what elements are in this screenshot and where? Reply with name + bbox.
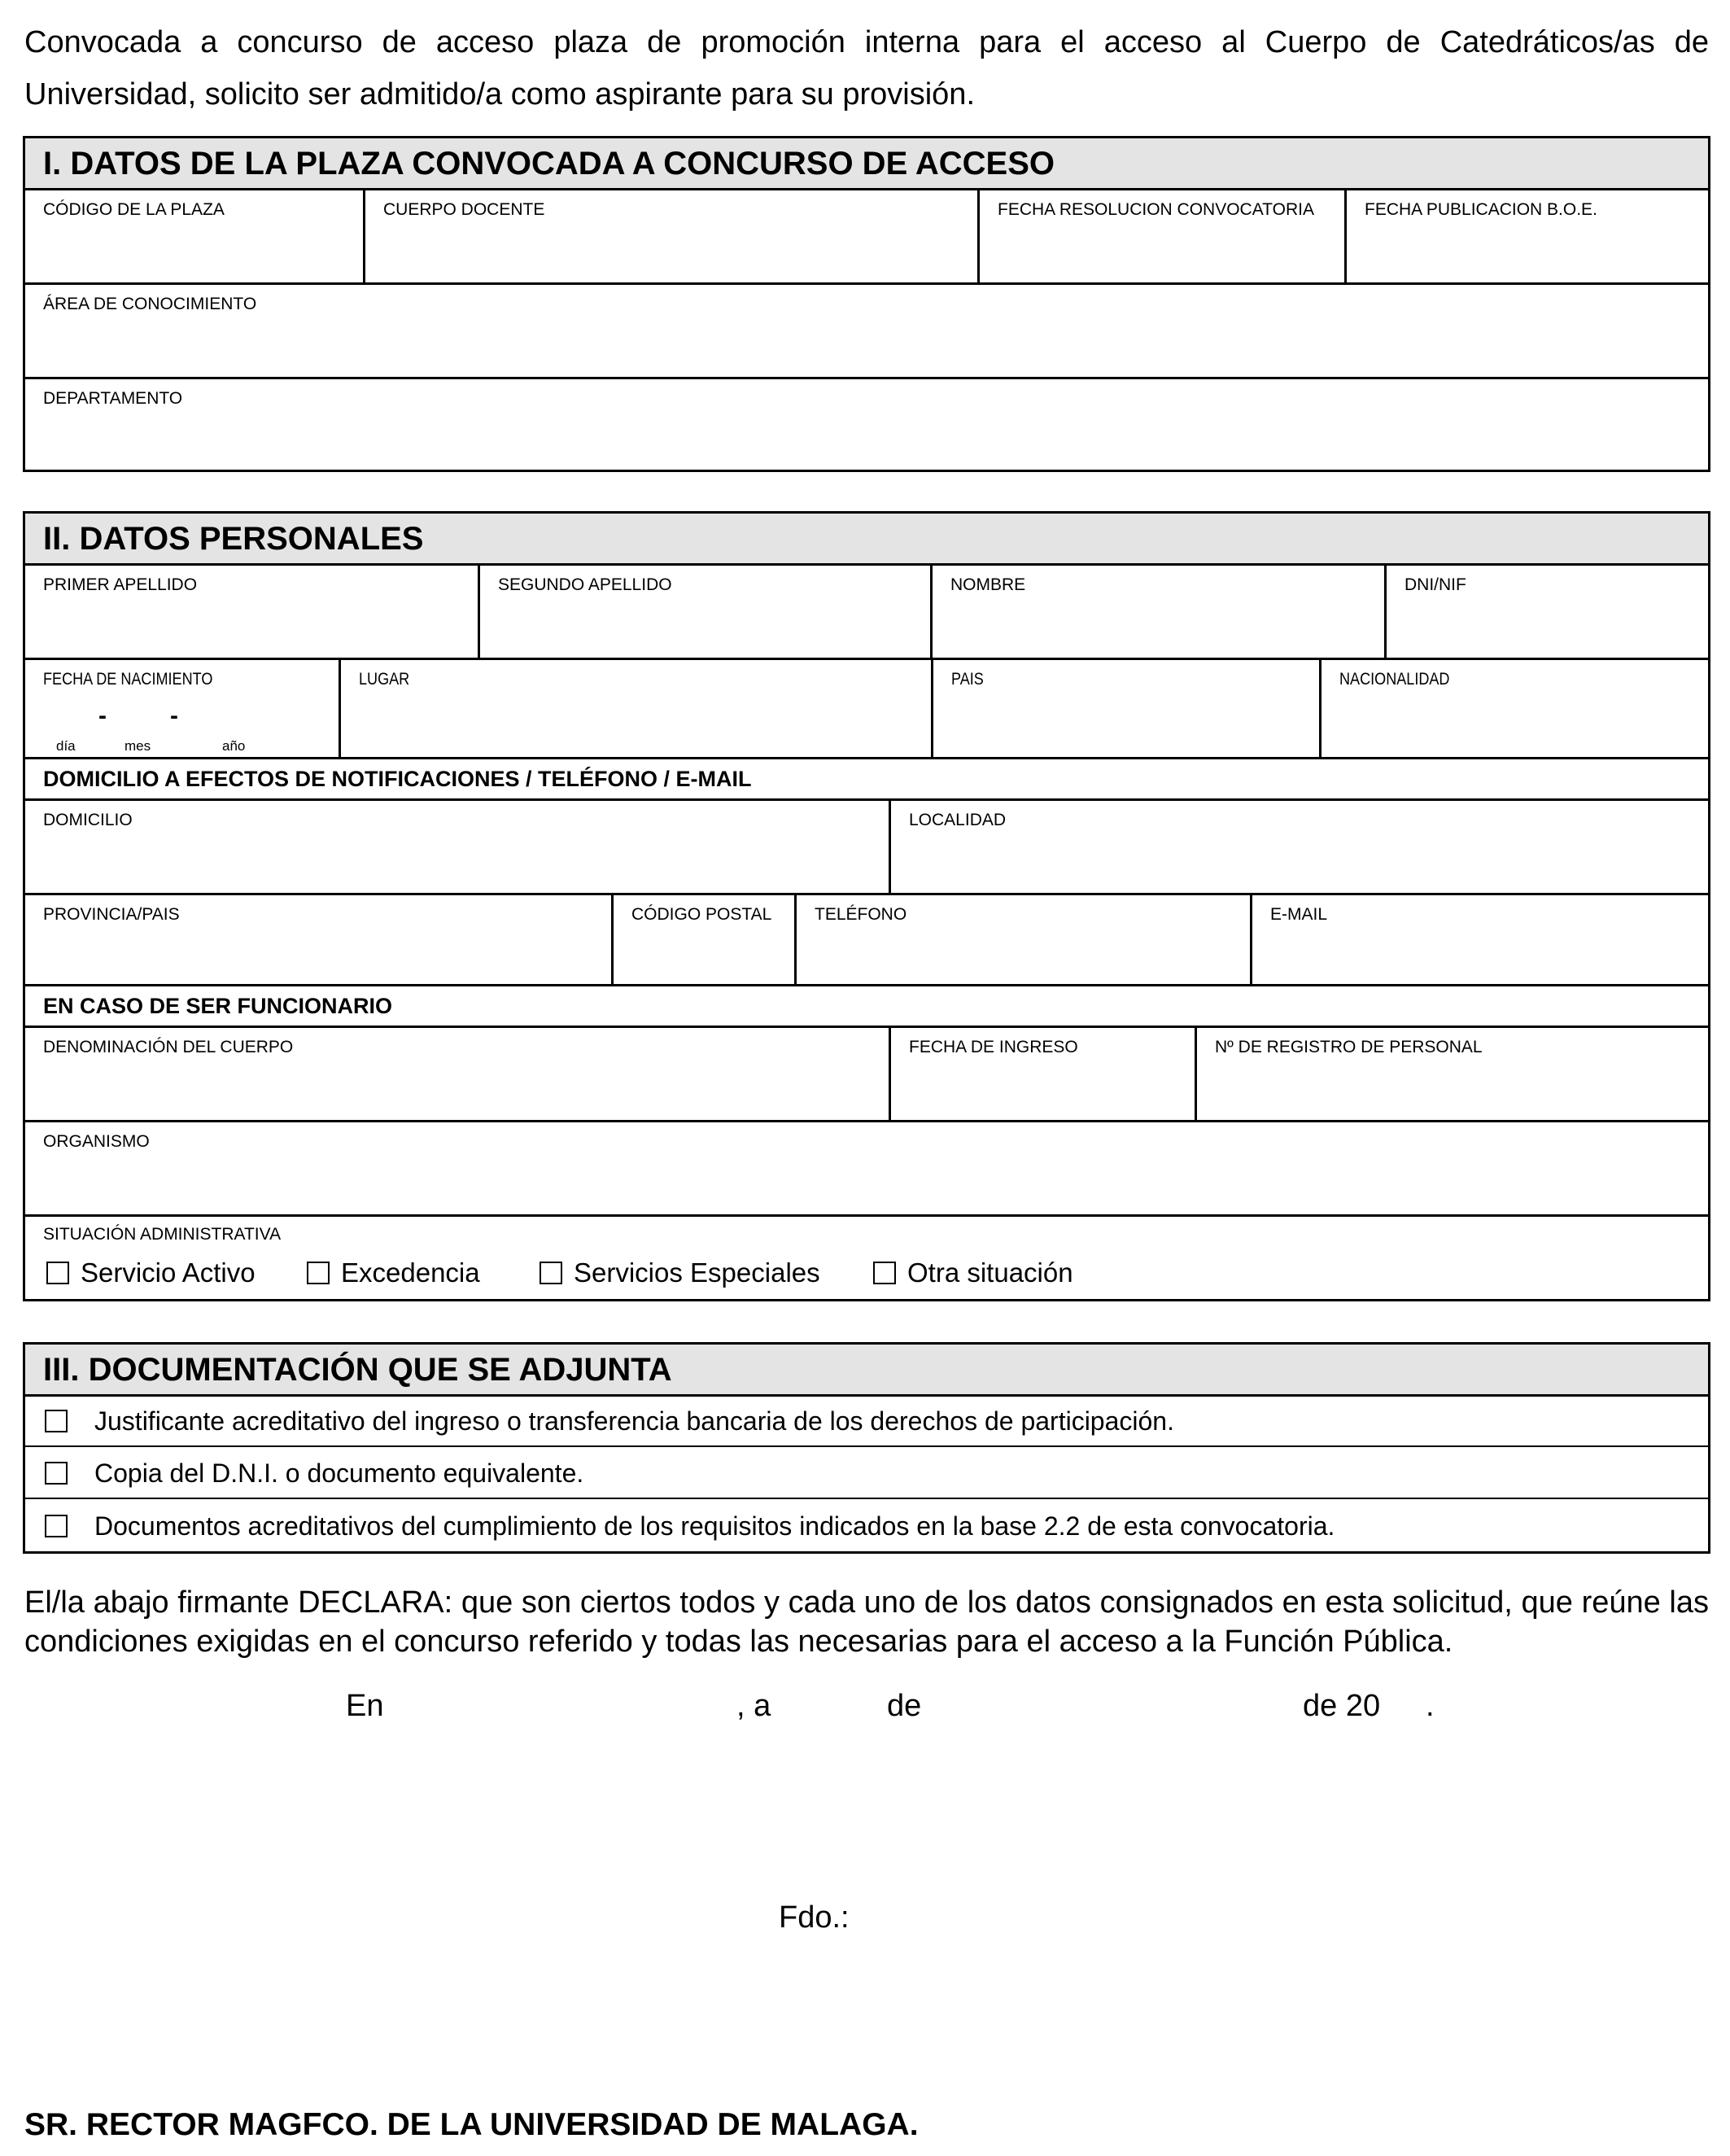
otra-situacion-option[interactable]: [873, 1257, 1073, 1288]
servicio-activo-label: Servicio Activo: [81, 1257, 256, 1288]
doc-item[interactable]: [25, 1397, 1708, 1447]
excedencia-label: Excedencia: [341, 1257, 480, 1288]
codigo-postal-label: CÓDIGO POSTAL: [631, 905, 772, 924]
fecha-nacimiento-field[interactable]: [25, 660, 339, 757]
primer-apellido-field[interactable]: [25, 566, 478, 658]
nacionalidad-field[interactable]: [1319, 660, 1708, 757]
servicio-activo-option[interactable]: [46, 1257, 256, 1288]
personales-row-3: [25, 801, 1708, 895]
date-year-label: de 20: [1303, 1689, 1381, 1723]
excedencia-checkbox[interactable]: [307, 1262, 330, 1284]
nacionalidad-label: NACIONALIDAD: [1339, 670, 1450, 689]
fecha-nacimiento-label: FECHA DE NACIMIENTO: [43, 670, 213, 689]
dni-label: DNI/NIF: [1405, 575, 1466, 594]
denominacion-cuerpo-label: DENOMINACIÓN DEL CUERPO: [43, 1038, 294, 1056]
otra-situacion-checkbox[interactable]: [873, 1262, 896, 1284]
nombre-field[interactable]: [930, 566, 1384, 658]
telefono-label: TELÉFONO: [815, 905, 907, 924]
intro-text: Convocada a concurso de acceso plaza de promoción interna para el acceso al Cuerpo de Catedráticos/as de Universidad, solicito ser admitido/a como aspirante para su provisión.: [24, 25, 1709, 112]
organismo-field[interactable]: [25, 1122, 1708, 1217]
area-conocimiento-field[interactable]: [25, 285, 1708, 379]
personales-row-1: [25, 566, 1708, 660]
anio-hint: año: [222, 738, 246, 754]
section-documentacion-title: III. DOCUMENTACIÓN QUE SE ADJUNTA: [25, 1345, 1708, 1397]
dia-hint: día: [56, 738, 76, 754]
provincia-label: PROVINCIA/PAIS: [43, 905, 180, 924]
signature-label: Fdo.:: [779, 1900, 850, 1935]
section-documentacion: [23, 1342, 1710, 1554]
registro-personal-label: Nº DE REGISTRO DE PERSONAL: [1215, 1038, 1483, 1056]
doc-item-label: Copia del D.N.I. o documento equivalente.: [94, 1458, 584, 1488]
fecha-resolucion-field[interactable]: [977, 190, 1344, 282]
servicios-especiales-label: Servicios Especiales: [574, 1257, 820, 1288]
section-plaza-title: I. DATOS DE LA PLAZA CONVOCADA A CONCURSO DE ACCESO: [25, 138, 1708, 190]
primer-apellido-label: PRIMER APELLIDO: [43, 575, 198, 594]
personales-row-2: [25, 660, 1708, 759]
place-en-label: En: [346, 1689, 384, 1723]
situacion-administrativa: [25, 1217, 1708, 1301]
date-separator: -: [170, 702, 178, 729]
denominacion-cuerpo-field[interactable]: [25, 1028, 889, 1120]
domicilio-header: DOMICILIO A EFECTOS DE NOTIFICACIONES / TELÉFONO / E-MAIL: [25, 759, 1708, 801]
pais-field[interactable]: [931, 660, 1319, 757]
date-de-label: de: [887, 1689, 922, 1723]
localidad-field[interactable]: [889, 801, 1708, 893]
personales-row-4: [25, 895, 1708, 986]
domicilio-field[interactable]: [25, 801, 889, 893]
fecha-boe-label: FECHA PUBLICACION B.O.E.: [1365, 200, 1597, 219]
fecha-boe-field[interactable]: [1344, 190, 1708, 282]
doc-checkbox[interactable]: [45, 1462, 68, 1485]
funcionario-header: EN CASO DE SER FUNCIONARIO: [25, 986, 1708, 1028]
servicio-activo-checkbox[interactable]: [46, 1262, 69, 1284]
email-field[interactable]: [1250, 895, 1708, 984]
section-personales-title: II. DATOS PERSONALES: [25, 514, 1708, 566]
registro-personal-field[interactable]: [1195, 1028, 1708, 1120]
segundo-apellido-label: SEGUNDO APELLIDO: [498, 575, 672, 594]
addressee: SR. RECTOR MAGFCO. DE LA UNIVERSIDAD DE MALAGA.: [24, 2107, 919, 2142]
segundo-apellido-field[interactable]: [478, 566, 930, 658]
doc-checkbox[interactable]: [45, 1410, 68, 1432]
lugar-label: LUGAR: [359, 670, 410, 689]
fecha-ingreso-field[interactable]: [889, 1028, 1195, 1120]
domicilio-label: DOMICILIO: [43, 811, 133, 829]
excedencia-option[interactable]: [307, 1257, 480, 1288]
date-separator: -: [98, 702, 107, 729]
area-conocimiento-label: ÁREA DE CONOCIMIENTO: [43, 295, 257, 313]
email-label: E-MAIL: [1270, 905, 1328, 924]
place-a-label: , a: [736, 1689, 771, 1723]
provincia-field[interactable]: [25, 895, 611, 984]
section-plaza: [23, 136, 1710, 472]
section-personales: [23, 511, 1710, 1301]
situacion-label: SITUACIÓN ADMINISTRATIVA: [43, 1225, 282, 1244]
departamento-label: DEPARTAMENTO: [43, 389, 183, 408]
doc-item-label: Documentos acreditativos del cumplimiento de los requisitos indicados en la base 2.2 de esta convocatoria.: [94, 1511, 1335, 1541]
pais-label: PAIS: [951, 670, 984, 689]
departamento-field[interactable]: [25, 379, 1708, 472]
mes-hint: mes: [125, 738, 151, 754]
personales-row-5: [25, 1028, 1708, 1122]
doc-item[interactable]: [25, 1449, 1708, 1499]
servicios-especiales-checkbox[interactable]: [540, 1262, 562, 1284]
fecha-resolucion-label: FECHA RESOLUCION CONVOCATORIA: [998, 200, 1314, 219]
date-dot: .: [1426, 1689, 1435, 1723]
nombre-label: NOMBRE: [950, 575, 1026, 594]
organismo-label: ORGANISMO: [43, 1132, 150, 1151]
fecha-ingreso-label: FECHA DE INGRESO: [909, 1038, 1078, 1056]
cuerpo-docente-label: CUERPO DOCENTE: [383, 200, 545, 219]
servicios-especiales-option[interactable]: [540, 1257, 820, 1288]
lugar-field[interactable]: [339, 660, 931, 757]
declaration-text: El/la abajo firmante DECLARA: que son ciertos todos y cada uno de los datos consignados en esta solicitud, que reúne las condiciones exigidas en el concurso referido y todas las necesarias para el acceso a la Función Pública.: [24, 1585, 1709, 1659]
codigo-postal-field[interactable]: [611, 895, 794, 984]
otra-situacion-label: Otra situación: [907, 1257, 1073, 1288]
telefono-field[interactable]: [794, 895, 1250, 984]
doc-item[interactable]: [25, 1501, 1708, 1551]
doc-checkbox[interactable]: [45, 1515, 68, 1537]
localidad-label: LOCALIDAD: [909, 811, 1007, 829]
dni-field[interactable]: [1384, 566, 1708, 658]
codigo-plaza-label: CÓDIGO DE LA PLAZA: [43, 200, 225, 219]
codigo-plaza-field[interactable]: [25, 190, 363, 282]
plaza-row-1: [25, 190, 1708, 285]
doc-item-label: Justificante acreditativo del ingreso o transferencia bancaria de los derechos de participación.: [94, 1406, 1174, 1436]
cuerpo-docente-field[interactable]: [363, 190, 977, 282]
